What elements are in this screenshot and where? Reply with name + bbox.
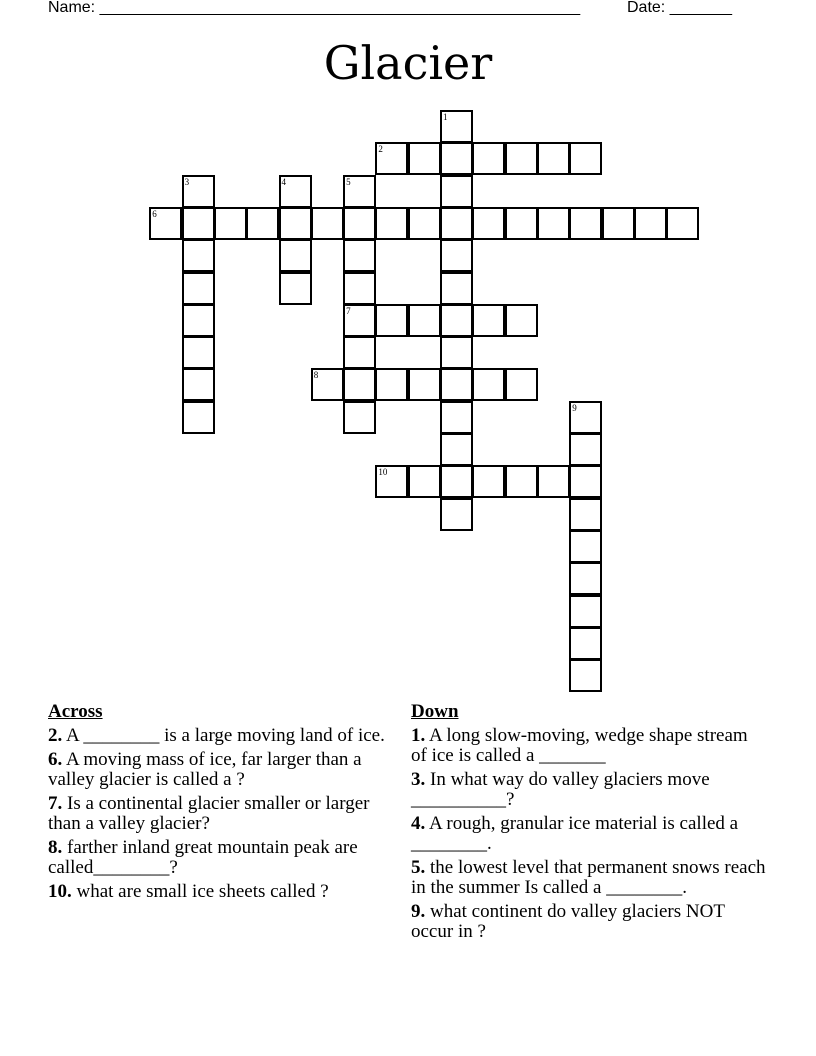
clue-text: the lowest level that permanent snows reach in the summer Is called a ________. <box>411 857 766 898</box>
crossword-cell[interactable] <box>505 368 538 401</box>
clue-text: Is a continental glacier smaller or larger than a valley glacier? <box>48 793 370 834</box>
clue-text: A long slow-moving, wedge shape stream of ice is called a _______ <box>411 725 748 766</box>
crossword-cell[interactable] <box>408 207 441 240</box>
crossword-cell[interactable] <box>343 239 376 272</box>
crossword-cell[interactable] <box>505 465 538 498</box>
crossword-cell[interactable] <box>343 368 376 401</box>
across-clue <box>48 726 393 746</box>
crossword-cell[interactable] <box>440 272 473 305</box>
crossword-cell[interactable] <box>505 304 538 337</box>
crossword-cell[interactable] <box>408 368 441 401</box>
crossword-cell[interactable] <box>569 401 602 434</box>
across-clue-list <box>48 726 393 902</box>
crossword-cell[interactable] <box>440 304 473 337</box>
crossword-cell[interactable] <box>569 627 602 660</box>
crossword-cell[interactable] <box>569 595 602 628</box>
crossword-cell[interactable] <box>375 142 408 175</box>
crossword-cell[interactable] <box>375 207 408 240</box>
clue-number: 5 <box>346 176 351 187</box>
crossword-cell[interactable] <box>569 498 602 531</box>
crossword-cell[interactable] <box>569 562 602 595</box>
crossword-cell[interactable] <box>569 433 602 466</box>
crossword-cell[interactable] <box>182 368 215 401</box>
crossword-cell[interactable] <box>343 175 376 208</box>
crossword-cell[interactable] <box>472 368 505 401</box>
crossword-cell[interactable] <box>343 336 376 369</box>
crossword-cell[interactable] <box>440 207 473 240</box>
clue-number: 2. <box>48 725 63 746</box>
crossword-cell[interactable] <box>149 207 182 240</box>
crossword-cell[interactable] <box>634 207 667 240</box>
clue-number: 9 <box>572 402 577 413</box>
crossword-cell[interactable] <box>246 207 279 240</box>
crossword-cell[interactable] <box>602 207 635 240</box>
crossword-cell[interactable] <box>537 465 570 498</box>
across-clue <box>48 882 393 902</box>
down-clue <box>411 814 766 854</box>
clue-number: 3. <box>411 769 426 790</box>
crossword-cell[interactable] <box>569 530 602 563</box>
down-clue <box>411 770 766 810</box>
crossword-cell[interactable] <box>569 207 602 240</box>
crossword-cell[interactable] <box>569 465 602 498</box>
crossword-cell[interactable] <box>279 272 312 305</box>
crossword-cell[interactable] <box>182 401 215 434</box>
down-clue-list <box>411 726 766 942</box>
down-heading: Down <box>411 701 459 722</box>
crossword-cell[interactable] <box>472 304 505 337</box>
crossword-cell[interactable] <box>472 142 505 175</box>
crossword-cell[interactable] <box>440 465 473 498</box>
clue-text: In what way do valley glaciers move __________? <box>411 769 710 810</box>
across-clue <box>48 838 393 878</box>
crossword-cell[interactable] <box>569 659 602 692</box>
clue-text: what are small ice sheets called ? <box>76 881 329 902</box>
clue-text: farther inland great mountain peak are called________? <box>48 837 358 878</box>
clue-number: 6. <box>48 749 63 770</box>
clue-number: 10 <box>378 467 388 478</box>
crossword-cell[interactable] <box>440 239 473 272</box>
date-field-label: Date: _______ <box>627 0 732 16</box>
crossword-cell[interactable] <box>440 336 473 369</box>
crossword-cell[interactable] <box>440 368 473 401</box>
crossword-cell[interactable] <box>440 175 473 208</box>
across-clue <box>48 794 393 834</box>
clue-number: 7. <box>48 793 63 814</box>
clue-number: 7 <box>346 305 351 316</box>
crossword-cell[interactable] <box>440 498 473 531</box>
clue-number: 10. <box>48 881 72 902</box>
crossword-cell[interactable] <box>440 142 473 175</box>
clue-number: 1. <box>411 725 426 746</box>
clue-number: 8. <box>48 837 63 858</box>
crossword-cell[interactable] <box>343 272 376 305</box>
across-clue <box>48 750 393 790</box>
clue-number: 6 <box>152 208 157 219</box>
crossword-cell[interactable] <box>311 207 344 240</box>
crossword-cell[interactable] <box>408 304 441 337</box>
clue-number: 2 <box>378 144 383 155</box>
across-clues <box>48 700 393 906</box>
crossword-cell[interactable] <box>343 304 376 337</box>
clue-text: A moving mass of ice, far larger than a valley glacier is called a ? <box>48 749 362 790</box>
crossword-cell[interactable] <box>375 304 408 337</box>
crossword-cell[interactable] <box>214 207 247 240</box>
down-clue <box>411 902 766 942</box>
crossword-cell[interactable] <box>569 142 602 175</box>
crossword-cell[interactable] <box>182 175 215 208</box>
clue-text: A ________ is a large moving land of ice. <box>65 725 385 746</box>
clue-number: 8 <box>313 370 319 381</box>
crossword-cell[interactable] <box>182 207 215 240</box>
crossword-cell[interactable] <box>472 207 505 240</box>
crossword-cell[interactable] <box>182 239 215 272</box>
clue-number: 9. <box>411 901 426 922</box>
crossword-cell[interactable] <box>279 239 312 272</box>
crossword-cell[interactable] <box>505 207 538 240</box>
crossword-cell[interactable] <box>440 401 473 434</box>
clue-number: 5. <box>411 857 426 878</box>
crossword-cell[interactable] <box>537 207 570 240</box>
clue-text: what continent do valley glaciers NOT occur in ? <box>411 901 725 942</box>
clue-text: A rough, granular ice material is called a ________. <box>411 813 739 854</box>
down-clues <box>411 700 766 946</box>
crossword-cell[interactable] <box>440 433 473 466</box>
down-clue <box>411 726 766 766</box>
crossword-cell[interactable] <box>279 175 312 208</box>
crossword-cell[interactable] <box>343 207 376 240</box>
clue-number: 4. <box>411 813 426 834</box>
crossword-cell[interactable] <box>182 336 215 369</box>
crossword-cell[interactable] <box>375 465 408 498</box>
crossword-cell[interactable] <box>666 207 699 240</box>
crossword-cell[interactable] <box>472 465 505 498</box>
page-title: Glacier <box>323 36 493 90</box>
clue-number: 1 <box>443 112 448 122</box>
crossword-cell[interactable] <box>343 401 376 434</box>
crossword-cell[interactable] <box>408 465 441 498</box>
crossword-cell[interactable] <box>182 304 215 337</box>
crossword-cell[interactable] <box>440 110 473 143</box>
crossword-cell[interactable] <box>375 368 408 401</box>
down-clue <box>411 858 766 898</box>
clue-number: 3 <box>184 176 190 187</box>
crossword-cell[interactable] <box>311 368 344 401</box>
crossword-cell[interactable] <box>279 207 312 240</box>
crossword-cell[interactable] <box>537 142 570 175</box>
crossword-cell[interactable] <box>408 142 441 175</box>
across-heading: Across <box>48 701 103 722</box>
crossword-cell[interactable] <box>505 142 538 175</box>
name-field-label: Name: ______________________________________________________ <box>48 0 581 16</box>
clue-number: 4 <box>281 176 286 187</box>
crossword-cell[interactable] <box>182 272 215 305</box>
